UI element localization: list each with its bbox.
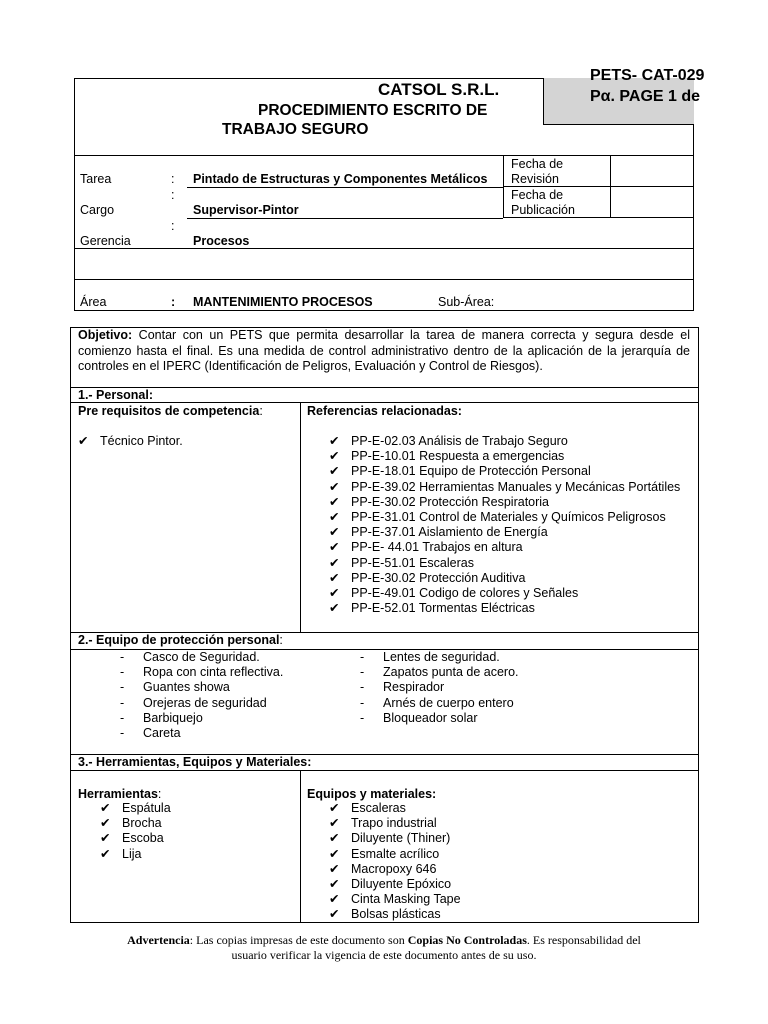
fecha-publicacion-line2: Publicación xyxy=(511,203,575,217)
fecha-revision-line2: Revisión xyxy=(511,172,559,186)
divider xyxy=(300,402,301,632)
fecha-publicacion-line1: Fecha de xyxy=(511,188,564,202)
divider xyxy=(300,770,301,923)
area-value: MANTENIMIENTO PROCESOS xyxy=(193,295,373,309)
checkmark-icon: ✔ xyxy=(100,816,111,831)
reference-item xyxy=(329,495,680,510)
equipo-item-text: Cinta Masking Tape xyxy=(351,892,461,907)
section-tools-title: 3.- Herramientas, Equipos y Materiales: xyxy=(78,755,312,769)
reference-item-text: PP-E- 44.01 Trabajos en altura xyxy=(351,540,523,555)
divider xyxy=(74,279,694,280)
underline xyxy=(187,218,503,219)
reference-item xyxy=(329,586,680,601)
section-personal-title: 1.- Personal: xyxy=(78,388,154,402)
herramienta-item-text: Espátula xyxy=(122,801,171,815)
prereq-title: Pre requisitos de competencia xyxy=(78,404,260,418)
herramientas-list xyxy=(100,801,171,862)
reference-item xyxy=(329,556,680,571)
divider xyxy=(74,248,694,249)
divider xyxy=(70,387,699,388)
reference-item xyxy=(329,510,680,525)
warning-text-1: : Las copias impresas de este documento son xyxy=(189,933,408,947)
reference-item-text: PP-E-10.01 Respuesta a emergencias xyxy=(351,449,565,464)
equipo-item-text: Macropoxy 646 xyxy=(351,861,437,876)
gerencia-value: Procesos xyxy=(193,234,250,248)
divider xyxy=(74,155,694,156)
footer-line1 xyxy=(0,933,768,948)
fecha-publicacion-label xyxy=(511,188,575,218)
dash-bullet: - xyxy=(360,665,365,680)
epp-item-text: Arnés de cuerpo entero xyxy=(383,695,514,710)
checkmark-icon: ✔ xyxy=(329,479,340,494)
reference-item-text: PP-E-51.01 Escaleras xyxy=(351,555,474,570)
equipo-item-text: Esmalte acrílico xyxy=(351,846,440,861)
equipos-heading: Equipos y materiales: xyxy=(307,787,437,801)
epp-item xyxy=(120,726,283,741)
epp-item xyxy=(120,650,283,665)
checkmark-icon: ✔ xyxy=(329,434,340,448)
checkmark-icon: ✔ xyxy=(329,494,340,509)
checkmark-icon: ✔ xyxy=(78,434,89,448)
reference-item xyxy=(329,525,680,540)
section-epp-title xyxy=(78,633,283,647)
cargo-label: Cargo xyxy=(80,203,115,217)
reference-item xyxy=(329,449,680,464)
reference-item-text: PP-E-37.01 Aislamiento de Energía xyxy=(351,525,548,540)
epp-item xyxy=(120,696,283,711)
checkmark-icon: ✔ xyxy=(329,525,340,540)
dash-bullet: - xyxy=(360,650,365,664)
reference-item-text: PP-E-30.02 Protección Respiratoria xyxy=(351,494,550,509)
divider xyxy=(70,402,699,403)
tarea-label: Tarea xyxy=(80,172,112,186)
prereq-item-text: Técnico Pintor. xyxy=(100,434,183,448)
references-list xyxy=(329,434,680,616)
fecha-revision-label xyxy=(511,157,563,187)
reference-item xyxy=(329,540,680,555)
divider xyxy=(610,155,611,217)
objective-text: Contar con un PETS que permita desarrollar la tarea de manera correcta y segura desde el comienzo hasta el final. Es una medida de control administrativo dentro de la aplicación de la jerarquía de controles en el IPERC (Identificación de Peligros, Evaluación y Control de Riesgos). xyxy=(78,328,690,373)
herramienta-item xyxy=(100,831,171,846)
checkmark-icon: ✔ xyxy=(100,846,111,861)
epp-item-text: Ropa con cinta reflectiva. xyxy=(143,665,284,680)
equipo-item-text: Bolsas plásticas xyxy=(351,907,441,922)
gerencia-label: Gerencia xyxy=(80,234,131,248)
herramienta-item xyxy=(100,801,171,816)
reference-item xyxy=(329,464,680,479)
equipo-item xyxy=(329,877,461,892)
epp-item xyxy=(360,696,519,711)
epp-item-text: Barbiquejo xyxy=(143,710,203,725)
cargo-value: Supervisor-Pintor xyxy=(193,203,299,217)
colon: : xyxy=(171,188,175,202)
warning-label: Advertencia xyxy=(127,933,190,947)
document-title-line1: PROCEDIMIENTO ESCRITO DE xyxy=(258,102,488,119)
reference-item-text: PP-E-18.01 Equipo de Protección Personal xyxy=(351,464,591,479)
colon: : xyxy=(171,172,175,186)
epp-item-text: Orejeras de seguridad xyxy=(143,695,267,710)
reference-item xyxy=(329,571,680,586)
prereq-heading xyxy=(78,404,263,418)
epp-item-text: Careta xyxy=(143,726,181,741)
reference-item-text: PP-E-49.01 Codigo de colores y Señales xyxy=(351,586,579,601)
epp-item xyxy=(360,680,519,695)
area-label: Área xyxy=(80,295,107,309)
equipo-item-text: Escaleras xyxy=(351,801,406,815)
epp-item xyxy=(360,665,519,680)
checkmark-icon: ✔ xyxy=(100,831,111,846)
herramientas-suffix: : xyxy=(157,787,162,801)
prereq-suffix: : xyxy=(259,404,263,418)
dash-bullet: - xyxy=(120,680,125,695)
reference-item-text: PP-E-31.01 Control de Materiales y Químicos Peligrosos xyxy=(351,510,666,525)
reference-item xyxy=(329,480,680,495)
dash-bullet: - xyxy=(360,710,365,725)
document-code: PETS- CAT-029 xyxy=(590,67,705,84)
objective-label: Objetivo: xyxy=(78,328,133,342)
herramienta-item-text: Lija xyxy=(122,846,142,861)
checkmark-icon: ✔ xyxy=(329,555,340,570)
prereq-item xyxy=(78,434,183,449)
divider xyxy=(503,155,504,217)
checkmark-icon: ✔ xyxy=(329,540,340,555)
epp-item-text: Casco de Seguridad. xyxy=(143,650,260,664)
equipo-item xyxy=(329,892,461,907)
herramienta-item-text: Escoba xyxy=(122,831,164,846)
checkmark-icon: ✔ xyxy=(329,570,340,585)
checkmark-icon: ✔ xyxy=(329,907,340,922)
dash-bullet: - xyxy=(120,726,125,741)
epp-item-text: Lentes de seguridad. xyxy=(383,650,500,664)
colon: : xyxy=(171,219,175,233)
fecha-revision-line1: Fecha de xyxy=(511,157,564,171)
prereq-list xyxy=(78,434,183,449)
dash-bullet: - xyxy=(120,650,125,664)
company-name: CATSOL S.R.L. xyxy=(378,80,500,99)
epp-item xyxy=(360,711,519,726)
warning-emphasis: Copias No Controladas xyxy=(407,933,527,947)
epp-suffix: : xyxy=(279,633,283,647)
divider xyxy=(70,770,699,771)
checkmark-icon: ✔ xyxy=(329,861,340,876)
epp-item xyxy=(120,711,283,726)
reference-item-text: PP-E-30.02 Protección Auditiva xyxy=(351,570,526,585)
tarea-value: Pintado de Estructuras y Componentes Metálicos xyxy=(193,172,488,186)
checkmark-icon: ✔ xyxy=(329,877,340,892)
subarea-label: Sub-Área: xyxy=(438,295,495,309)
equipo-item-text: Trapo industrial xyxy=(351,816,437,831)
dash-bullet: - xyxy=(120,665,125,680)
epp-item-text: Bloqueador solar xyxy=(383,710,478,725)
equipos-list xyxy=(329,801,461,923)
page-number: Pα. PAGE 1 de xyxy=(590,88,701,105)
epp-item xyxy=(360,650,519,665)
epp-item-text: Zapatos punta de acero. xyxy=(383,665,519,680)
checkmark-icon: ✔ xyxy=(329,510,340,525)
equipo-item xyxy=(329,816,461,831)
herramienta-item xyxy=(100,816,171,831)
footer-warning xyxy=(0,933,768,963)
checkmark-icon: ✔ xyxy=(329,846,340,861)
checkmark-icon: ✔ xyxy=(329,892,340,907)
epp-item-text: Guantes showa xyxy=(143,680,230,695)
herramientas-title: Herramientas xyxy=(78,787,158,801)
underline xyxy=(187,187,503,188)
reference-item xyxy=(329,601,680,616)
equipo-item xyxy=(329,862,461,877)
epp-title: 2.- Equipo de protección personal xyxy=(78,633,280,647)
colon: : xyxy=(171,295,176,309)
objective-paragraph xyxy=(78,328,690,375)
equipo-item xyxy=(329,831,461,846)
dash-bullet: - xyxy=(120,695,125,710)
checkmark-icon: ✔ xyxy=(329,449,340,464)
refs-heading: Referencias relacionadas: xyxy=(307,404,462,418)
epp-list-left xyxy=(120,650,283,741)
equipo-item xyxy=(329,907,461,922)
herramienta-item xyxy=(100,847,171,862)
herramientas-heading xyxy=(78,787,161,801)
reference-item-text: PP-E-02.03 Análisis de Trabajo Seguro xyxy=(351,434,568,448)
reference-item xyxy=(329,434,680,449)
checkmark-icon: ✔ xyxy=(329,586,340,601)
epp-item xyxy=(120,680,283,695)
checkmark-icon: ✔ xyxy=(100,801,111,815)
reference-item-text: PP-E-52.01 Tormentas Eléctricas xyxy=(351,601,535,616)
checkmark-icon: ✔ xyxy=(329,601,340,616)
epp-item-text: Respirador xyxy=(383,680,445,695)
herramienta-item-text: Brocha xyxy=(122,816,162,831)
checkmark-icon: ✔ xyxy=(329,831,340,846)
dash-bullet: - xyxy=(120,710,125,725)
footer-line2: usuario verificar la vigencia de este documento antes de su uso. xyxy=(231,948,537,962)
epp-list-right xyxy=(360,650,519,726)
epp-item xyxy=(120,665,283,680)
checkmark-icon: ✔ xyxy=(329,464,340,479)
checkmark-icon: ✔ xyxy=(329,801,340,815)
reference-item-text: PP-E-39.02 Herramientas Manuales y Mecánicas Portátiles xyxy=(351,479,681,494)
equipo-item-text: Diluyente (Thiner) xyxy=(351,831,451,846)
document-title-line2: TRABAJO SEGURO xyxy=(222,121,369,138)
checkmark-icon: ✔ xyxy=(329,816,340,831)
equipo-item-text: Diluyente Epóxico xyxy=(351,877,452,892)
equipo-item xyxy=(329,847,461,862)
dash-bullet: - xyxy=(360,695,365,710)
dash-bullet: - xyxy=(360,680,365,695)
warning-text-2: . Es responsabilidad del xyxy=(526,933,641,947)
equipo-item xyxy=(329,801,461,816)
